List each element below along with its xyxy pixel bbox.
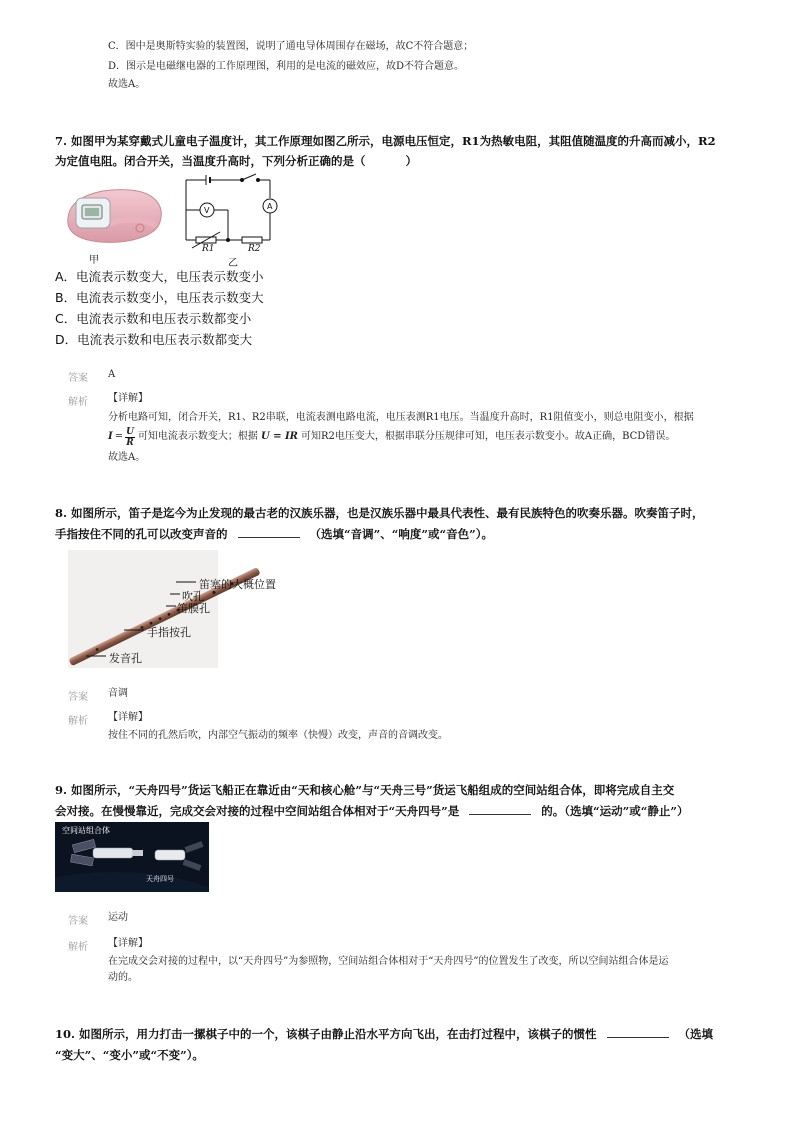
prev-option-d: D．图示是电磁继电器的工作原理图，利用的是电流的磁效应，故D不符合题意。 <box>108 61 465 72</box>
q9-answer: 运动 <box>108 912 128 923</box>
q9-image-label-station: 空间站组合体 <box>62 826 110 835</box>
q7-analysis-tag: 解析 <box>68 397 88 408</box>
q9-stem-text-a: 会对接。在慢慢靠近，完成交会对接的过程中空间站组合体相对于“天舟四号”是 <box>55 804 460 818</box>
q9-image-label-tianzhou: 天舟四号 <box>146 875 174 883</box>
formula-i: I <box>108 431 113 442</box>
q7-r1-label: R1 <box>202 244 215 254</box>
q7-option-c[interactable]: C．电流表示数和电压表示数都变小 <box>55 311 252 326</box>
q8-label-plug: 笛塞的大概位置 <box>199 578 276 591</box>
q9-analysis-tag: 解析 <box>68 942 88 953</box>
q9-explanation-line2: 动的。 <box>108 972 138 983</box>
q10-stem-text-b: （选填 <box>678 1027 714 1041</box>
q7-bracket-end: ） <box>405 154 417 168</box>
q7-explanation-line3: 故选A。 <box>108 452 146 463</box>
formula-ohm: U = IR <box>260 431 298 442</box>
q7-option-b[interactable]: B．电流表示数变小，电压表示数变大 <box>55 290 264 305</box>
formula-fraction <box>125 427 135 448</box>
q8-stem-text-b: （选填“音调”、“响度”或“音色”）。 <box>309 527 493 541</box>
q8-label-finger-holes: 手指按孔 <box>147 626 191 639</box>
explanation-text-a: 可知电流表示数变大；根据 <box>137 431 258 442</box>
q9-explanation-line1: 在完成交会对接的过程中，以“天舟四号”为参照物，空间站组合体相对于“天舟四号”的位置发生了改变，所以空间站组合体是运 <box>108 956 669 967</box>
q7-answer-tag: 答案 <box>68 373 88 384</box>
q10-stem-text-a: 10. 如图所示，用力打击一摞棋子中的一个，该棋子由静止沿水平方向飞出，在击打过程中，该棋子的惯性 <box>55 1027 597 1041</box>
q10-stem-line1 <box>55 1024 713 1044</box>
q7-stem-line1: 7. 如图甲为某穿戴式儿童电子温度计，其工作原理如图乙所示，电源电压恒定，R1为热敏电阻，其阻值随温度的升高而减小，R2 <box>55 134 716 148</box>
q7-explanation-line1: 分析电路可知，闭合开关，R1、R2串联，电流表测电路电流，电压表测R1电压。当温度升高时，R1阻值变小，则总电阻变小，根据 <box>108 412 694 423</box>
q10-answer-blank[interactable] <box>607 1025 669 1038</box>
q7-stem-text: 为定值电阻。闭合开关，当温度升高时，下列分析正确的是（ <box>55 154 366 168</box>
formula-denominator: R <box>126 437 134 448</box>
q7-r2-label: R2 <box>248 244 261 254</box>
q8-stem-line2 <box>55 524 493 544</box>
q7-option-a[interactable]: A．电流表示数变大，电压表示数变小 <box>55 269 264 284</box>
q7-circuit-diagram <box>178 172 288 262</box>
q7-thermometer-image <box>60 178 170 250</box>
q8-stem-line1: 8. 如图所示，笛子是迄今为止发现的最古老的汉族乐器，也是汉族乐器中最具代表性、最有民族特色的吹奏乐器。吹奏笛子时， <box>55 506 704 520</box>
q8-detail-tag: 【详解】 <box>108 712 148 723</box>
q7-option-d[interactable]: D．电流表示数和电压表示数都变大 <box>55 332 253 347</box>
explanation-text-b: 可知R2电压变大，根据串联分压规律可知，电压表示数变小。故A正确，BCD错误。 <box>301 431 676 442</box>
q7-voltmeter-label: V <box>204 206 210 215</box>
q8-explanation: 按住不同的孔然后吹，内部空气振动的频率（快慢）改变，声音的音调改变。 <box>108 730 448 741</box>
q7-fig-jia-label: 甲 <box>89 255 99 266</box>
q10-stem-line2: “变大”、“变小”或“不变”）。 <box>55 1048 204 1062</box>
q7-detail-tag: 【详解】 <box>108 393 148 404</box>
q8-answer-tag: 答案 <box>68 692 88 703</box>
q7-fig-yi-label: 乙 <box>228 258 238 269</box>
q9-detail-tag: 【详解】 <box>108 938 148 949</box>
q8-answer: 音调 <box>108 688 128 699</box>
prev-conclusion: 故选A。 <box>108 79 146 90</box>
formula-numerator: U <box>126 426 134 437</box>
q9-stem-text-b: 的。（选填“运动”或“静止”） <box>541 804 689 818</box>
q8-answer-blank[interactable] <box>238 525 300 538</box>
q9-answer-blank[interactable] <box>469 802 531 815</box>
q9-stem-line1: 9. 如图所示，“天舟四号”货运飞船正在靠近由“天和核心舱”与“天舟三号”货运飞船组成的空间站组合体，即将完成自主交 <box>55 783 675 797</box>
q8-label-sound-hole: 发音孔 <box>109 652 142 665</box>
q7-answer: A <box>108 369 116 380</box>
q8-stem-text-a: 手指按住不同的孔可以改变声音的 <box>55 527 228 541</box>
q7-stem-line2 <box>55 151 417 171</box>
q9-stem-line2 <box>55 801 688 821</box>
q9-answer-tag: 答案 <box>68 916 88 927</box>
q8-analysis-tag: 解析 <box>68 716 88 727</box>
q8-label-blow-hole: 吹孔 <box>182 590 204 603</box>
q8-label-membrane-hole: 笛膜孔 <box>177 602 210 615</box>
prev-option-c: C．图中是奥斯特实验的装置图，说明了通电导体周围存在磁场，故C不符合题意； <box>108 41 474 52</box>
q7-explanation-line2: I = $\frac{U}{R}$ 可知电流表示数变大；根据 U = IR 可知R2电压变大，根据串联分压规律可知，电压表示数变小。故A正确，BCD错误。 <box>108 426 676 448</box>
q7-ammeter-label: A <box>267 202 273 211</box>
